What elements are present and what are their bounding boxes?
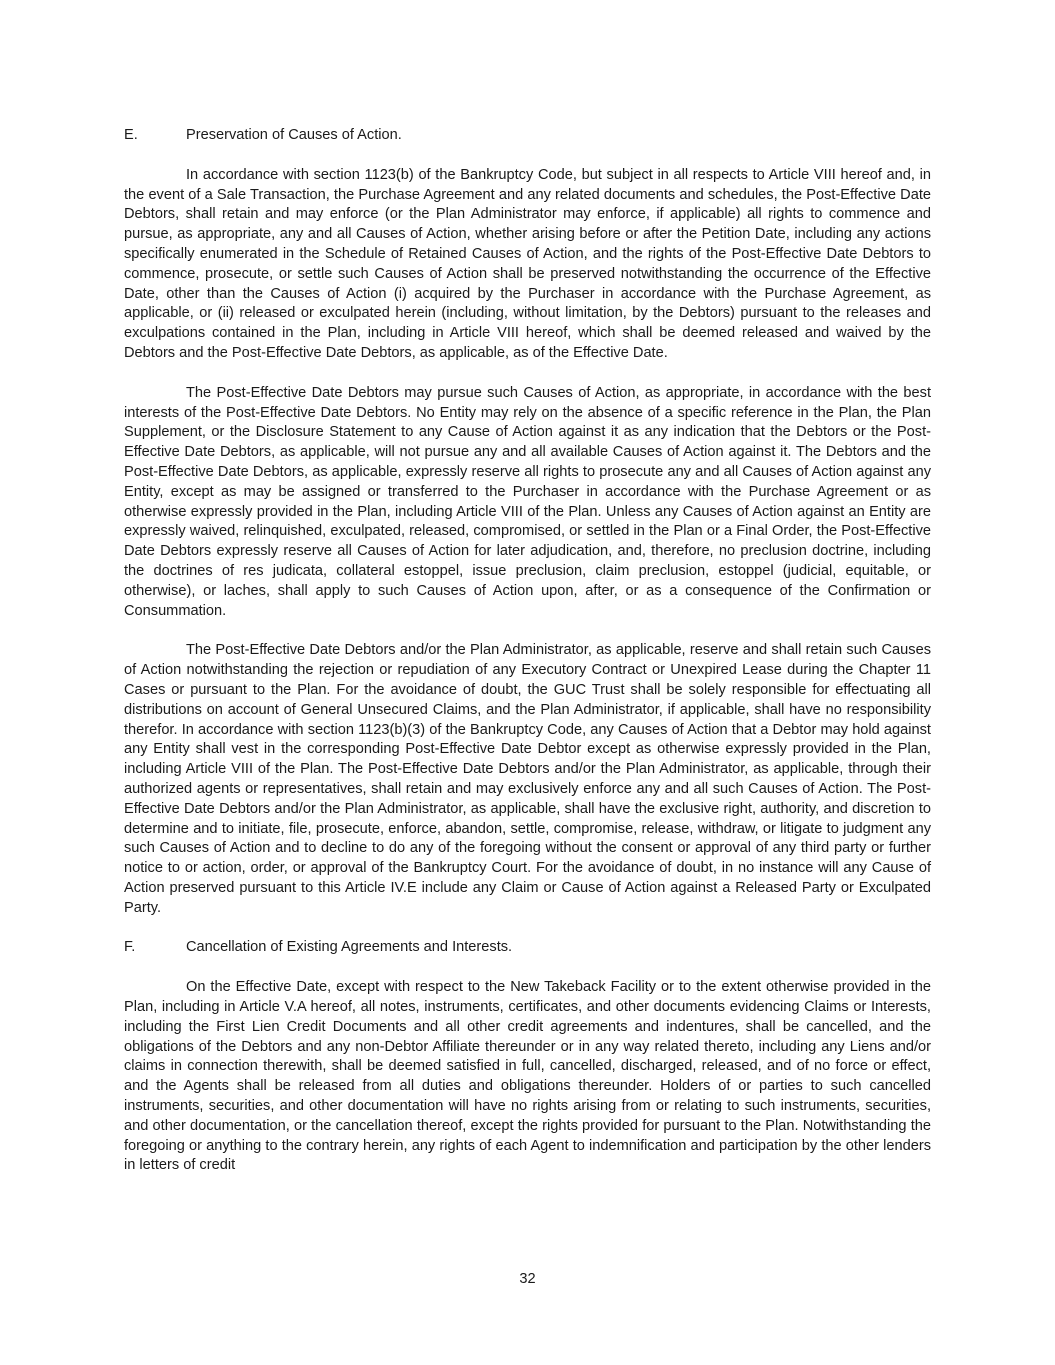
page-number: 32 — [519, 1271, 536, 1287]
paragraph: The Post-Effective Date Debtors may pursue such Causes of Action, as appropriate, in accordance with the best interests of the Post-Effective Date Debtors. No Entity may rely on the absence of a specific reference in the Plan, the Plan Supplement, or the Disclosure Statement to any Cause of Action against it as any indication that the Debtors or the Post-Effective Date Debtors, as applicable, will not pursue any and all available Causes of Action against it. The Debtors and the Post-Effective Date Debtors, as applicable, expressly reserve all rights to prosecute any and all Causes of Action against any Entity, except as may be assigned or transferred to the Purchaser in accordance with the Purchase Agreement or as otherwise expressly provided in the Plan, including Article VIII of the Plan. Unless any Causes of Action against an Entity are expressly waived, relinquished, exculpated, released, compromised, or settled in the Plan or a Final Order, the Post-Effective Date Debtors expressly reserve all Causes of Action for later adjudication, and, therefore, no preclusion doctrine, including the doctrines of res judicata, collateral estoppel, issue preclusion, claim preclusion, estoppel (judicial, equitable, or otherwise), or laches, shall apply to such Causes of Action upon, after, or as a consequence of the Confirmation or Consummation. — [124, 384, 931, 619]
paragraph: The Post-Effective Date Debtors and/or the Plan Administrator, as applicable, reserve and shall retain such Causes of Action notwithstanding the rejection or repudiation of any Executory Contract or Unexpired Lease during the Chapter 11 Cases or pursuant to the Plan. For the avoidance of doubt, the GUC Trust shall be solely responsible for effectuating all distributions on account of General Unsecured Claims, and the Plan Administrator, if applicable, shall have no responsibility therefor. In accordance with section 1123(b)(3) of the Bankruptcy Code, any Causes of Action that a Debtor may hold against any Entity shall vest in the corresponding Post-Effective Date Debtor except as otherwise expressly provided in the Plan, including Article VIII of the Plan. The Post-Effective Date Debtors and/or the Plan Administrator, as applicable, through their authorized agents or representatives, shall retain and may exclusively enforce any and all such Causes of Action. The Post-Effective Date Debtors and/or the Plan Administrator, as applicable, shall have the exclusive right, authority, and discretion to determine and to initiate, file, prosecute, enforce, abandon, settle, compromise, release, withdraw, or litigate to judgment any such Causes of Action and to decline to do any of the foregoing without the consent or approval of any third party or further notice to or action, order, or approval of the Bankruptcy Court. For the avoidance of doubt, in no instance will any Cause of Action preserved pursuant to this Article IV.E include any Claim or Cause of Action against a Released Party or Exculpated Party. — [124, 642, 931, 916]
paragraph: In accordance with section 1123(b) of the Bankruptcy Code, but subject in all respects to Article VIII hereof and, in the event of a Sale Transaction, the Purchase Agreement and any related documents and schedules, the Post-Effective Date Debtors, shall retain and may enforce (or the Plan Administrator may enforce, if applicable) all rights to commence and pursue, as appropriate, any and all Causes of Action, whether arising before or after the Petition Date, including any actions specifically enumerated in the Schedule of Retained Causes of Action, and the rights of the Post-Effective Date Debtors to commence, prosecute, or settle such Causes of Action shall be preserved notwithstanding the occurrence of the Effective Date, other than the Causes of Action (i) acquired by the Purchaser in accordance with the Purchase Agreement, as applicable, or (ii) released or exculpated herein (including, without limitation, by the Debtors) pursuant to the releases and exculpations contained in the Plan, including in Article VIII hereof, which shall be deemed released and waived by the Debtors and the Post-Effective Date Debtors, as applicable, as of the Effective Date. — [124, 166, 931, 361]
section-number: F. — [124, 939, 136, 956]
paragraph: On the Effective Date, except with respect to the New Takeback Facility or to the extent otherwise provided in the Plan, including in Article V.A hereof, all notes, instruments, certificates, and other documents evidencing Claims or Interests, including the First Lien Credit Documents and all other credit agreements and indentures, shall be cancelled, and the obligations of the Debtors and any non-Debtor Affiliate thereunder or in any way related thereto, including any Liens and/or claims in connection therewith, shall be deemed satisfied in full, cancelled, discharged, released, and of no force or effect, and the Agents shall be released from all duties and obligations thereunder. Holders of or parties to such cancelled instruments, securities, and other documentation will have no rights arising from or relating to such instruments, securities, and other documentation, or the cancellation thereof, except the rights provided for pursuant to the Plan. Notwithstanding the foregoing or anything to the contrary herein, any rights of each Agent to indemnification and participation by the other lenders in letters of credit — [124, 979, 931, 1174]
section-heading-f — [124, 938, 931, 958]
section-title: Preservation of Causes of Action. — [186, 127, 402, 143]
section-number: E. — [124, 127, 138, 143]
section-title: Cancellation of Existing Agreements and Interests. — [186, 939, 513, 956]
section-heading-e — [124, 126, 931, 146]
document-page — [124, 126, 931, 1176]
